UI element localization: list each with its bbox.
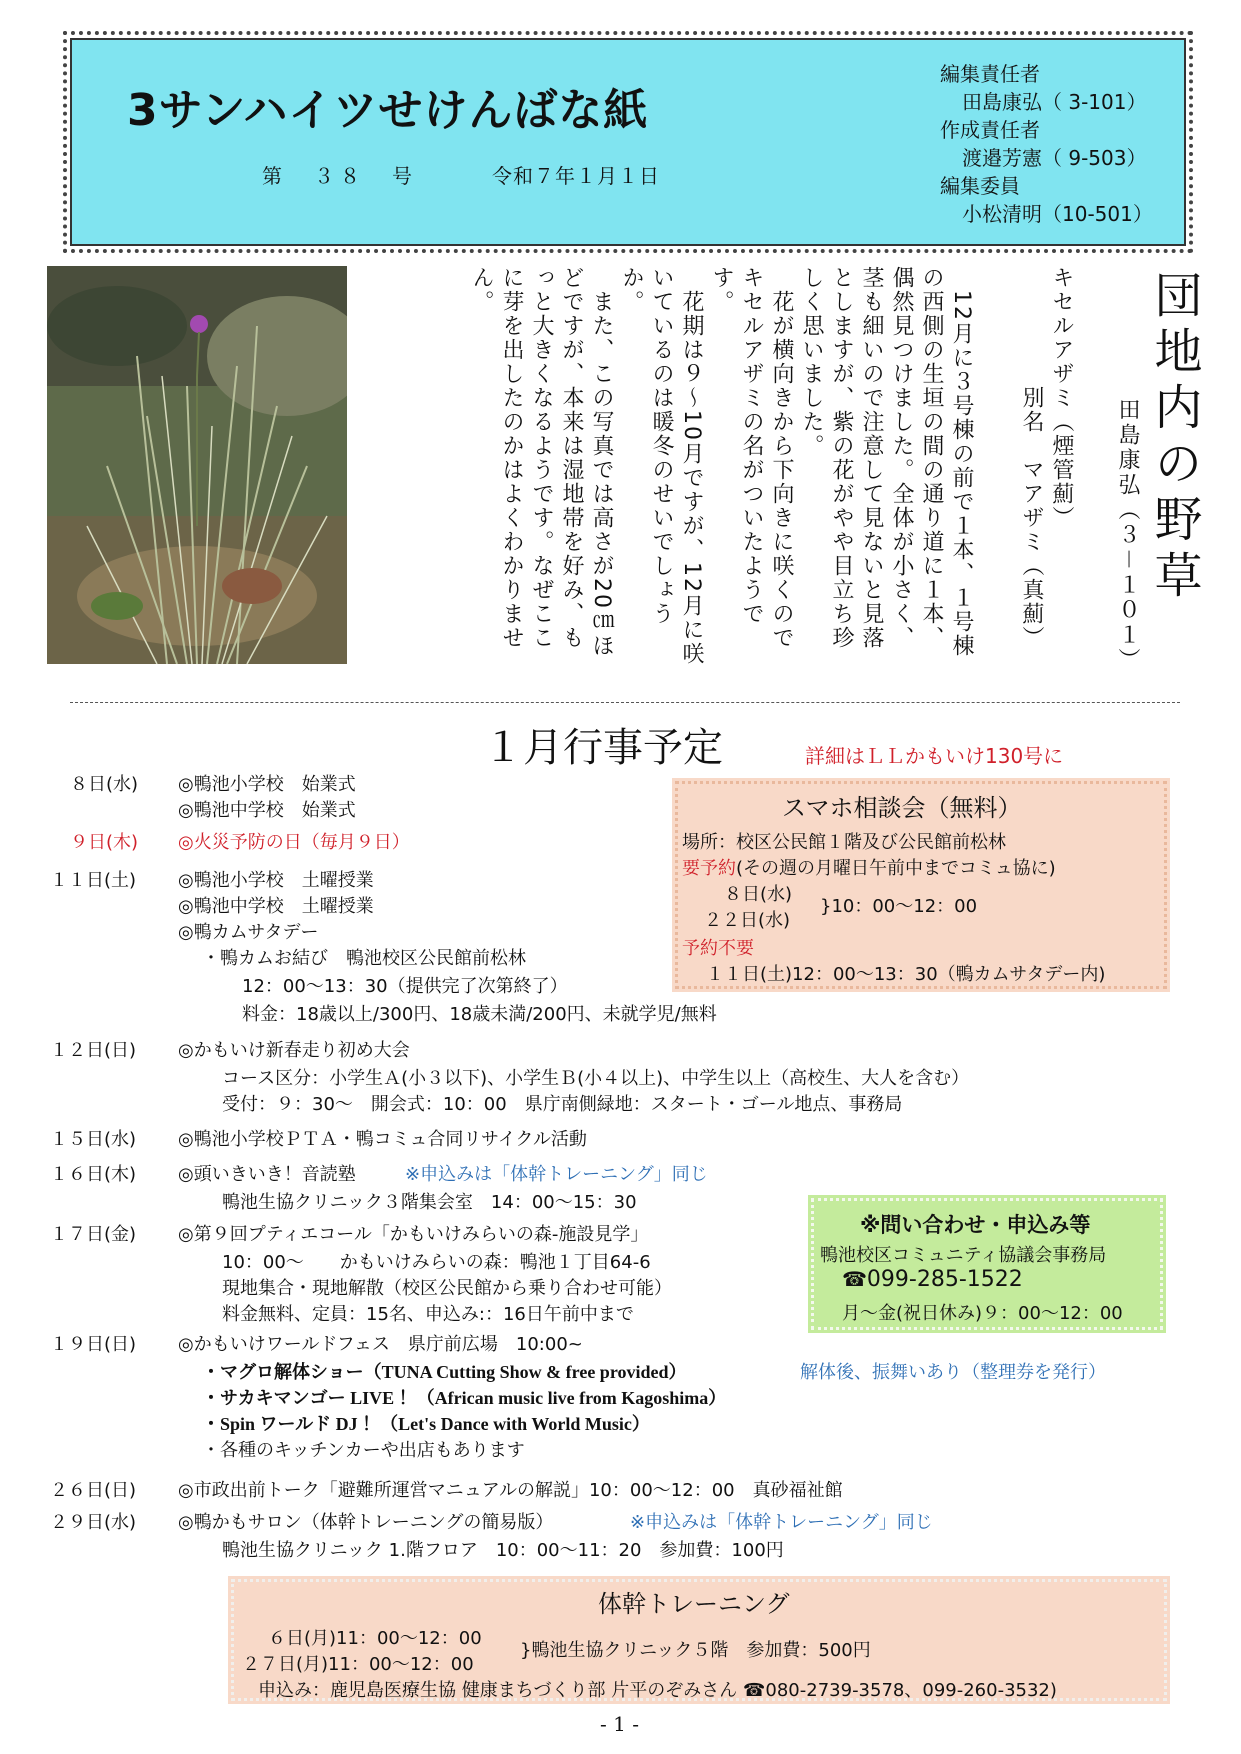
article-text-column: 12月に３号棟の前で１本、１号棟 xyxy=(949,266,974,658)
article-text-column: に芽を出したのかはよくわかりませ xyxy=(499,266,524,650)
core-training-box xyxy=(228,1576,1170,1704)
training-date: ２７日(月)11：00～12：00 xyxy=(242,1654,474,1675)
event-date: １２日(日) xyxy=(50,1040,137,1061)
article-text-column: 別名 マアザミ（真薊） xyxy=(1019,266,1044,650)
event-date: ２９日(水) xyxy=(50,1512,137,1533)
event-date: １６日(木) xyxy=(50,1164,137,1185)
newsletter-title: 3サンハイツせけんばな紙 xyxy=(127,85,649,136)
plant-photo-illustration xyxy=(47,266,347,664)
session-time: }10：00～12：00 xyxy=(820,896,978,917)
session-date: ２２日(水) xyxy=(704,910,791,931)
inquiry-phone: 099-285-1522 xyxy=(866,1267,1023,1292)
article-text-column: す。 xyxy=(709,266,734,314)
training-contact-line xyxy=(258,1676,1057,1702)
event-text: 受付：９：30～ 開会式：10：00 県庁南側緑地：スタート・ゴール地点、事務局 xyxy=(222,1094,903,1115)
event-text: 10：00～ かもいけみらいの森：鴨池１丁目64-6 xyxy=(222,1252,651,1273)
schedule-heading: １月行事予定 xyxy=(483,725,723,771)
event-date: １５日(水) xyxy=(50,1129,137,1150)
event-date: １７日(金) xyxy=(50,1224,137,1245)
article-text-column: としますが、紫の花がやや目立ち珍 xyxy=(829,266,854,650)
staff-name: 小松清明（10-501） xyxy=(962,202,1153,226)
issue-number: 第 ３８ 号 xyxy=(262,164,418,188)
staff-role: 編集委員 xyxy=(940,174,1020,198)
event-text: 料金無料、定員：15名、申込み:：16日午前中まで xyxy=(222,1304,634,1325)
section-divider xyxy=(70,702,1180,703)
staff-role: 作成責任者 xyxy=(940,118,1040,142)
event-date: ８日(水) xyxy=(70,774,139,795)
thistle-photo xyxy=(47,266,347,664)
event-text: ・サカキマンゴー LIVE ！（African music live from Kagoshima） xyxy=(202,1388,727,1408)
event-text: ◎第９回プティエコール「かもいけみらいの森-施設見学」 xyxy=(178,1224,649,1245)
event-text: 12：00～13：30（提供完了次第終了） xyxy=(242,976,568,997)
schedule-note: 詳細はＬＬかもいけ130号に xyxy=(805,744,1064,768)
no-reservation-label: 予約不要 xyxy=(682,938,754,959)
event-text: 現地集合・現地解散（校区公民館から乗り合わせ可能） xyxy=(222,1278,672,1299)
phone-icon: ☎ xyxy=(842,1267,867,1291)
event-date: ９日(木) xyxy=(70,832,139,853)
staff-name: 渡邉芳憲（ 9-503） xyxy=(962,146,1147,170)
issue-date: 令和７年１月１日 xyxy=(492,164,660,188)
article-text-column: か。 xyxy=(619,266,644,314)
event-date: １１日(土) xyxy=(50,870,137,891)
article-text-column: 偶然見つけました。全体が小さく、 xyxy=(889,266,914,650)
event-text: ◎鴨池中学校 始業式 xyxy=(178,800,356,821)
box-title: ※問い合わせ・申込み等 xyxy=(860,1213,1091,1237)
event-date: ２６日(日) xyxy=(50,1480,137,1501)
article-text-column: っと大きくなるようです。なぜここ xyxy=(529,266,554,650)
inquiry-org: 鴨池校区コミュニティ協議会事務局 xyxy=(820,1245,1107,1266)
event-text: ◎かもいけ新春走り初め大会 xyxy=(178,1040,410,1061)
article-text-column: いているのは暖冬のせいでしょう xyxy=(649,266,674,626)
event-text: ◎鴨かもサロン（体幹トレーニングの簡易版） xyxy=(178,1512,554,1533)
article-text-column: 花が横向きから下向きに咲くので xyxy=(769,266,794,650)
event-text: 鴨池生協クリニック 1.階フロア 10：00～11：20 参加費：100円 xyxy=(222,1540,784,1561)
training-place: }鴨池生協クリニック５階 参加費：500円 xyxy=(520,1640,871,1661)
article-text-column: しく思いました。 xyxy=(799,266,824,458)
inquiry-hours: 月～金(祝日休み)９：00～12：00 xyxy=(842,1303,1123,1324)
box-title: 体幹トレーニング xyxy=(598,1590,790,1618)
event-note: ※申込みは「体幹トレーニング」同じ xyxy=(405,1164,708,1185)
inquiry-box xyxy=(808,1195,1166,1333)
event-text: 鴨池生協クリニック３階集会室 14：00～15：30 xyxy=(222,1192,637,1213)
smartphone-consultation-box xyxy=(672,778,1170,992)
event-date: １９日(日) xyxy=(50,1334,137,1355)
event-text: ・鴨カムお結び 鴨池校区公民館前松林 xyxy=(202,948,526,969)
phone-icon: ☎ xyxy=(742,1680,766,1701)
article-text-column: どですが、本来は湿地帯を好み、も xyxy=(559,266,584,650)
training-date: ６日(月)11：00～12：00 xyxy=(268,1628,482,1649)
article-text-column: 茎も細いので注意して見ないと見落 xyxy=(859,266,884,650)
staff-name: 田島康弘（ 3-101） xyxy=(962,90,1147,114)
training-phone: 080-2739-3578、099-260-3532) xyxy=(765,1680,1057,1701)
training-contact: 申込み：鹿児島医療生協 健康まちづくり部 片平のぞみさん xyxy=(258,1680,743,1701)
staff-role: 編集責任者 xyxy=(940,62,1040,86)
event-text: ◎鴨カムサタデー xyxy=(178,922,319,943)
event-text: ◎鴨池小学校ＰＴＡ・鴨コミュ合同リサイクル活動 xyxy=(178,1129,587,1150)
walk-in-session: １１日(土)12：00～13：30（鴨カムサタデー内) xyxy=(706,964,1106,985)
article-text-column: ん。 xyxy=(469,266,494,314)
event-text: ◎頭いきいき！音読塾 xyxy=(178,1164,356,1185)
article-title: 団地内の野草 xyxy=(1146,270,1202,606)
event-text: ◎市政出前トーク「避難所運営マニュアルの解説」10：00～12：00 真砂福祉館 xyxy=(178,1480,843,1501)
event-note: 解体後、振舞いあり（整理券を発行） xyxy=(800,1362,1106,1383)
article-text-column: の西側の生垣の間の通り道に１本、 xyxy=(919,266,944,650)
event-text: ・各種のキッチンカーや出店もあります xyxy=(202,1440,525,1461)
page-number: - 1 - xyxy=(600,1712,639,1736)
event-text: ・Spin ワールド DJ ！（Let's Dance with World Music） xyxy=(202,1414,650,1434)
event-text: ・マグロ解体ショー（TUNA Cutting Show & free provided） xyxy=(202,1362,687,1382)
event-note: ※申込みは「体幹トレーニング」同じ xyxy=(630,1512,933,1533)
inquiry-phone-line xyxy=(842,1267,1023,1292)
event-text: 料金：18歳以上/300円、18歳未満/200円、未就学児/無料 xyxy=(242,1004,717,1025)
article-text-column: キセルアザミの名がついたようで xyxy=(739,266,764,626)
article-text-column: 花期は９～10月ですが、12月に咲 xyxy=(679,266,704,666)
reservation-required: 要予約 xyxy=(682,858,736,879)
event-text: ◎かもいけワールドフェス 県庁前広場 10:00~ xyxy=(178,1334,583,1355)
article-text-column: また、この写真では高さが20㎝ほ xyxy=(589,266,614,658)
event-text: ◎鴨池小学校 始業式 xyxy=(178,774,356,795)
article-author: 田島康弘（３－１０１） xyxy=(1115,398,1140,674)
event-text: ◎火災予防の日（毎月９日） xyxy=(178,832,410,853)
masthead xyxy=(70,38,1186,246)
article-text-column: キセルアザミ（煙管薊） xyxy=(1049,266,1074,530)
event-text: ◎鴨池小学校 土曜授業 xyxy=(178,870,374,891)
event-text: ◎鴨池中学校 土曜授業 xyxy=(178,896,374,917)
box-title: スマホ相談会（無料） xyxy=(782,794,1022,822)
session-date: ８日(水) xyxy=(724,884,793,905)
event-text: コース区分：小学生Ａ(小３以下)、小学生Ｂ(小４以上)、中学生以上（高校生、大人を含む） xyxy=(222,1068,970,1089)
box-place: 場所：校区公民館１階及び公民館前松林 xyxy=(682,832,1006,853)
reservation-note: (その週の月曜日午前中までコミュ協に) xyxy=(736,858,1056,879)
